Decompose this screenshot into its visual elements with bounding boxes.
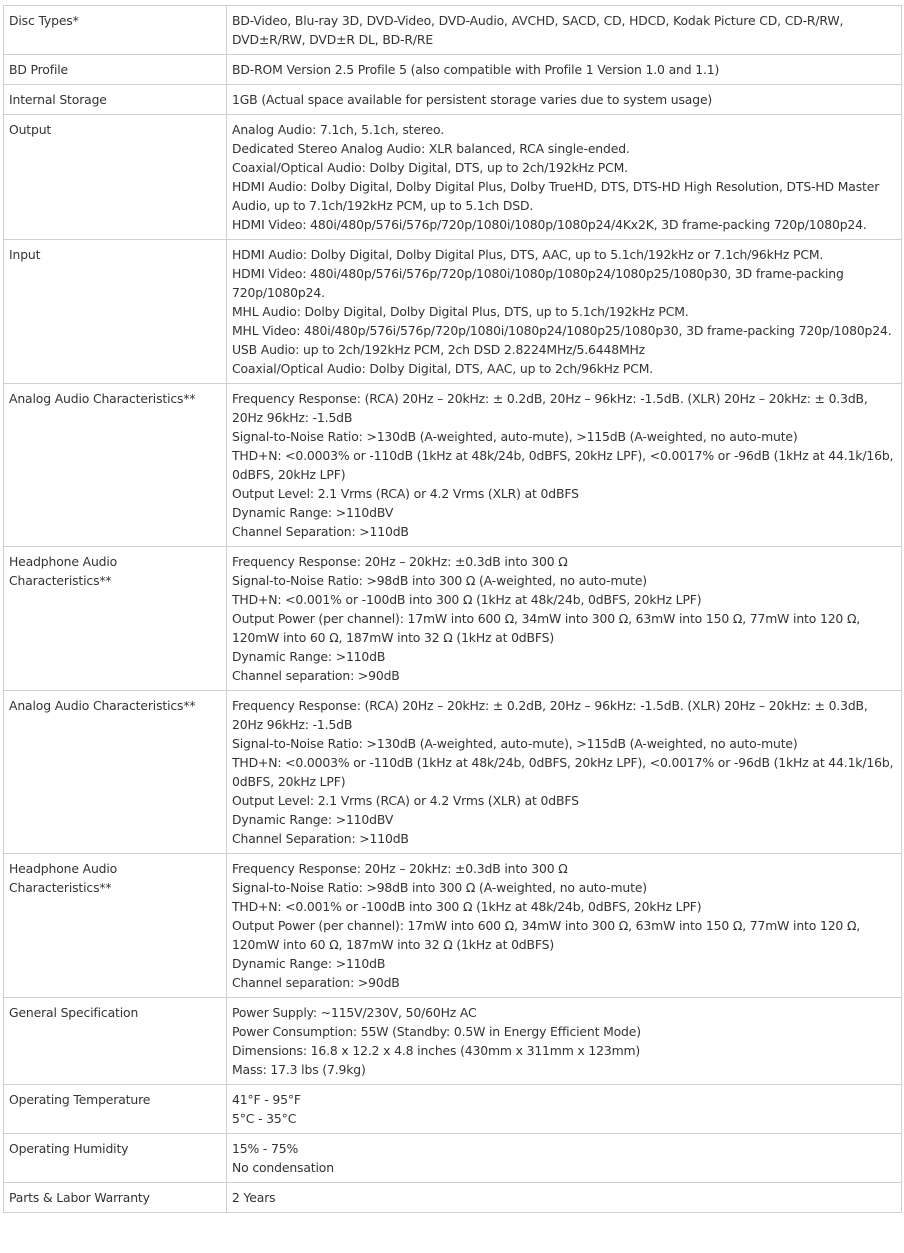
spec-row bbox=[4, 6, 902, 55]
spec-value-line: Output Level: 2.1 Vrms (RCA) or 4.2 Vrms (XLR) at 0dBFS bbox=[232, 486, 579, 501]
spec-value-line: THD+N: <0.0003% or -110dB (1kHz at 48k/24b, 0dBFS, 20kHz LPF), <0.0017% or -96dB (1kHz at 44.1k/16b, 0dBFS, 20kHz LPF) bbox=[232, 755, 894, 789]
spec-label: Internal Storage bbox=[4, 85, 227, 115]
spec-value-line: HDMI Video: 480i/480p/576i/576p/720p/1080i/1080p/1080p24/4Kx2K, 3D frame-packing 720p/1080p24. bbox=[232, 217, 867, 232]
spec-value-line: BD-Video, Blu-ray 3D, DVD-Video, DVD-Audio, AVCHD, SACD, CD, HDCD, Kodak Picture CD, CD-R/RW, DVD±R/RW, DVD±R DL, BD-R/RE bbox=[232, 13, 844, 47]
spec-value-line: Frequency Response: (RCA) 20Hz – 20kHz: ± 0.2dB, 20Hz – 96kHz: -1.5dB. (XLR) 20Hz – 20kHz: ± 0.3dB, 20Hz 96kHz: -1.5dB bbox=[232, 391, 868, 425]
spec-label: Operating Temperature bbox=[4, 1085, 227, 1134]
spec-value-line: 15% - 75% bbox=[232, 1141, 299, 1156]
spec-value-line: HDMI Audio: Dolby Digital, Dolby Digital Plus, Dolby TrueHD, DTS, DTS-HD High Resolution, DTS-HD Master Audio, up to 7.1ch/192kHz PCM, up to 5.1ch DSD. bbox=[232, 179, 880, 213]
spec-row bbox=[4, 384, 902, 547]
spec-table-body bbox=[4, 6, 902, 1213]
spec-value-line: Channel Separation: >110dB bbox=[232, 831, 409, 846]
spec-value-line: 5°C - 35°C bbox=[232, 1111, 297, 1126]
spec-value-line: Channel separation: >90dB bbox=[232, 668, 400, 683]
spec-value-line: Frequency Response: 20Hz – 20kHz: ±0.3dB into 300 Ω bbox=[232, 554, 568, 569]
spec-value bbox=[227, 240, 902, 384]
spec-row bbox=[4, 1183, 902, 1213]
spec-label: Input bbox=[4, 240, 227, 384]
spec-value-line: Signal-to-Noise Ratio: >98dB into 300 Ω (A-weighted, no auto-mute) bbox=[232, 573, 647, 588]
spec-row bbox=[4, 115, 902, 240]
spec-value-line: Dynamic Range: >110dBV bbox=[232, 812, 394, 827]
spec-row bbox=[4, 854, 902, 998]
spec-value-line: Signal-to-Noise Ratio: >130dB (A-weighted, auto-mute), >115dB (A-weighted, no auto-mute) bbox=[232, 736, 798, 751]
spec-value-line: Output Power (per channel): 17mW into 600 Ω, 34mW into 300 Ω, 63mW into 150 Ω, 77mW into 120 Ω, 120mW into 60 Ω, 187mW into 32 Ω (1kHz at 0dBFS) bbox=[232, 918, 861, 952]
spec-value-line: Signal-to-Noise Ratio: >98dB into 300 Ω (A-weighted, no auto-mute) bbox=[232, 880, 647, 895]
spec-label: Headphone Audio Characteristics** bbox=[4, 547, 227, 691]
spec-label: Parts & Labor Warranty bbox=[4, 1183, 227, 1213]
spec-value-line: Output Power (per channel): 17mW into 600 Ω, 34mW into 300 Ω, 63mW into 150 Ω, 77mW into 120 Ω, 120mW into 60 Ω, 187mW into 32 Ω (1kHz at 0dBFS) bbox=[232, 611, 861, 645]
spec-row bbox=[4, 1134, 902, 1183]
spec-row bbox=[4, 691, 902, 854]
spec-value-line: Signal-to-Noise Ratio: >130dB (A-weighted, auto-mute), >115dB (A-weighted, no auto-mute) bbox=[232, 429, 798, 444]
spec-value bbox=[227, 1183, 902, 1213]
spec-value-line: Channel separation: >90dB bbox=[232, 975, 400, 990]
spec-value bbox=[227, 115, 902, 240]
spec-value-line: Dynamic Range: >110dBV bbox=[232, 505, 394, 520]
spec-value-line: Frequency Response: (RCA) 20Hz – 20kHz: ± 0.2dB, 20Hz – 96kHz: -1.5dB. (XLR) 20Hz – 20kHz: ± 0.3dB, 20Hz 96kHz: -1.5dB bbox=[232, 698, 868, 732]
spec-value bbox=[227, 6, 902, 55]
spec-value-line: HDMI Video: 480i/480p/576i/576p/720p/1080i/1080p/1080p24/1080p25/1080p30, 3D frame-packing 720p/1080p24. bbox=[232, 266, 844, 300]
spec-value-line: Analog Audio: 7.1ch, 5.1ch, stereo. bbox=[232, 122, 445, 137]
spec-row bbox=[4, 547, 902, 691]
spec-label: Headphone Audio Characteristics** bbox=[4, 854, 227, 998]
spec-row bbox=[4, 1085, 902, 1134]
spec-value bbox=[227, 691, 902, 854]
spec-value bbox=[227, 85, 902, 115]
spec-label: General Specification bbox=[4, 998, 227, 1085]
spec-value bbox=[227, 998, 902, 1085]
spec-value-line: USB Audio: up to 2ch/192kHz PCM, 2ch DSD 2.8224MHz/5.6448MHz bbox=[232, 342, 646, 357]
spec-value-line: Channel Separation: >110dB bbox=[232, 524, 409, 539]
spec-value-line: Frequency Response: 20Hz – 20kHz: ±0.3dB into 300 Ω bbox=[232, 861, 568, 876]
spec-label: Analog Audio Characteristics** bbox=[4, 384, 227, 547]
spec-value-line: Power Supply: ~115V/230V, 50/60Hz AC bbox=[232, 1005, 477, 1020]
spec-value bbox=[227, 55, 902, 85]
spec-value-line: No condensation bbox=[232, 1160, 334, 1175]
spec-value-line: BD-ROM Version 2.5 Profile 5 (also compatible with Profile 1 Version 1.0 and 1.1) bbox=[232, 62, 720, 77]
spec-row bbox=[4, 85, 902, 115]
spec-value-line: Dimensions: 16.8 x 12.2 x 4.8 inches (430mm x 311mm x 123mm) bbox=[232, 1043, 641, 1058]
spec-value bbox=[227, 1085, 902, 1134]
spec-value bbox=[227, 384, 902, 547]
spec-value-line: MHL Video: 480i/480p/576i/576p/720p/1080i/1080p24/1080p25/1080p30, 3D frame-packing 720p/1080p24. bbox=[232, 323, 892, 338]
spec-value-line: THD+N: <0.001% or -100dB into 300 Ω (1kHz at 48k/24b, 0dBFS, 20kHz LPF) bbox=[232, 592, 702, 607]
spec-value-line: THD+N: <0.001% or -100dB into 300 Ω (1kHz at 48k/24b, 0dBFS, 20kHz LPF) bbox=[232, 899, 702, 914]
spec-label: Operating Humidity bbox=[4, 1134, 227, 1183]
spec-value-line: MHL Audio: Dolby Digital, Dolby Digital Plus, DTS, up to 5.1ch/192kHz PCM. bbox=[232, 304, 689, 319]
spec-label: Output bbox=[4, 115, 227, 240]
spec-label: Analog Audio Characteristics** bbox=[4, 691, 227, 854]
spec-value-line: Coaxial/Optical Audio: Dolby Digital, DTS, AAC, up to 2ch/96kHz PCM. bbox=[232, 361, 654, 376]
spec-label: BD Profile bbox=[4, 55, 227, 85]
spec-value bbox=[227, 547, 902, 691]
spec-value-line: 2 Years bbox=[232, 1190, 276, 1205]
spec-value bbox=[227, 1134, 902, 1183]
spec-row bbox=[4, 240, 902, 384]
spec-value bbox=[227, 854, 902, 998]
spec-table bbox=[3, 5, 902, 1213]
spec-value-line: Output Level: 2.1 Vrms (RCA) or 4.2 Vrms (XLR) at 0dBFS bbox=[232, 793, 579, 808]
spec-value-line: HDMI Audio: Dolby Digital, Dolby Digital Plus, DTS, AAC, up to 5.1ch/192kHz or 7.1ch/96kHz PCM. bbox=[232, 247, 824, 262]
spec-value-line: Mass: 17.3 lbs (7.9kg) bbox=[232, 1062, 366, 1077]
spec-value-line: Power Consumption: 55W (Standby: 0.5W in Energy Efficient Mode) bbox=[232, 1024, 641, 1039]
spec-value-line: Dynamic Range: >110dB bbox=[232, 956, 386, 971]
spec-value-line: Dedicated Stereo Analog Audio: XLR balanced, RCA single-ended. bbox=[232, 141, 630, 156]
spec-value-line: Coaxial/Optical Audio: Dolby Digital, DTS, up to 2ch/192kHz PCM. bbox=[232, 160, 628, 175]
spec-label: Disc Types* bbox=[4, 6, 227, 55]
spec-value-line: 1GB (Actual space available for persistent storage varies due to system usage) bbox=[232, 92, 713, 107]
spec-row bbox=[4, 998, 902, 1085]
spec-value-line: THD+N: <0.0003% or -110dB (1kHz at 48k/24b, 0dBFS, 20kHz LPF), <0.0017% or -96dB (1kHz at 44.1k/16b, 0dBFS, 20kHz LPF) bbox=[232, 448, 894, 482]
spec-value-line: Dynamic Range: >110dB bbox=[232, 649, 386, 664]
spec-row bbox=[4, 55, 902, 85]
spec-value-line: 41°F - 95°F bbox=[232, 1092, 301, 1107]
